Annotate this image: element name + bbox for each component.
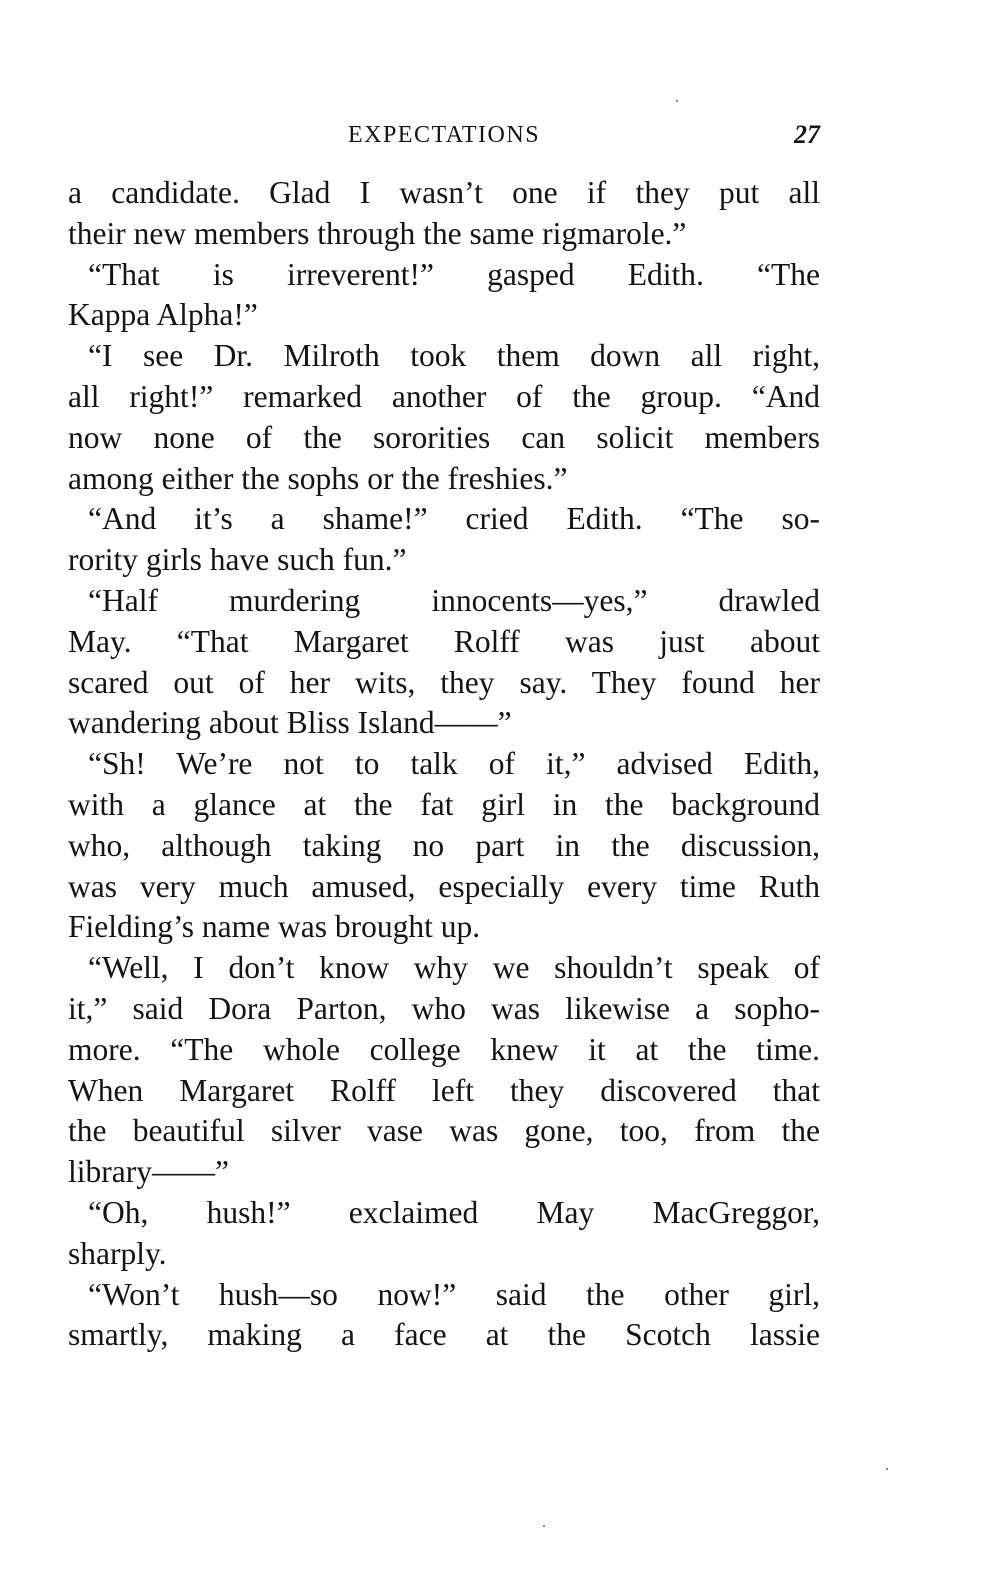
text-line: “I see Dr. Milroth took them down all right, [88, 338, 820, 374]
text-line: a candidate. Glad I wasn’t one if they put all [68, 175, 820, 210]
text-line: with a glance at the fat girl in the background [68, 786, 820, 822]
text-line: When Margaret Rolff left they discovered that [68, 1072, 820, 1108]
text-line: was very much amused, especially every time Ruth [68, 868, 820, 904]
text-line: May. “That Margaret Rolff was just about [68, 623, 820, 659]
text-line: the beautiful silver vase was gone, too, from the [68, 1113, 820, 1149]
text-line: “Well, I don’t know why we shouldn’t speak of [88, 950, 820, 986]
running-title: EXPECTATIONS [347, 122, 541, 148]
text-line: scared out of her wits, they say. They found her [68, 664, 820, 700]
text-line: “Won’t hush—so now!” said the other girl, [88, 1276, 820, 1312]
text-line: rority girls have such fun.” [68, 542, 407, 578]
text-line: wandering about Bliss Island——” [68, 705, 512, 741]
scan-speck [676, 100, 678, 102]
text-line: more. “The whole college knew it at the time. [68, 1031, 820, 1067]
text-line: sharply. [68, 1235, 167, 1271]
text-line: “That is irreverent!” gasped Edith. “The [88, 256, 820, 292]
text-line: now none of the sororities can solicit members [68, 419, 820, 455]
text-line: “Sh! We’re not to talk of it,” advised Edith, [88, 746, 820, 782]
text-line: their new members through the same rigmarole.” [68, 215, 687, 251]
text-line: Kappa Alpha!” [68, 297, 258, 333]
text-line: who, although taking no part in the discussion, [68, 827, 820, 863]
text-line: all right!” remarked another of the group. “And [68, 378, 820, 414]
text-line: library——” [68, 1154, 229, 1190]
text-line: “Oh, hush!” exclaimed May MacGreggor, [88, 1194, 820, 1230]
running-head [68, 118, 820, 152]
body-text [68, 173, 820, 1356]
text-line: “And it’s a shame!” cried Edith. “The so- [88, 501, 820, 537]
text-line: smartly, making a face at the Scotch lassie [68, 1317, 820, 1353]
text-line: among either the sophs or the freshies.” [68, 460, 568, 496]
scan-speck [543, 1525, 545, 1527]
text-line: “Half murdering innocents—yes,” drawled [88, 582, 820, 618]
scan-speck [886, 1468, 888, 1470]
text-line: Fielding’s name was brought up. [68, 909, 481, 945]
page-number: 27 [794, 120, 820, 149]
text-line: it,” said Dora Parton, who was likewise a sopho- [68, 990, 820, 1026]
